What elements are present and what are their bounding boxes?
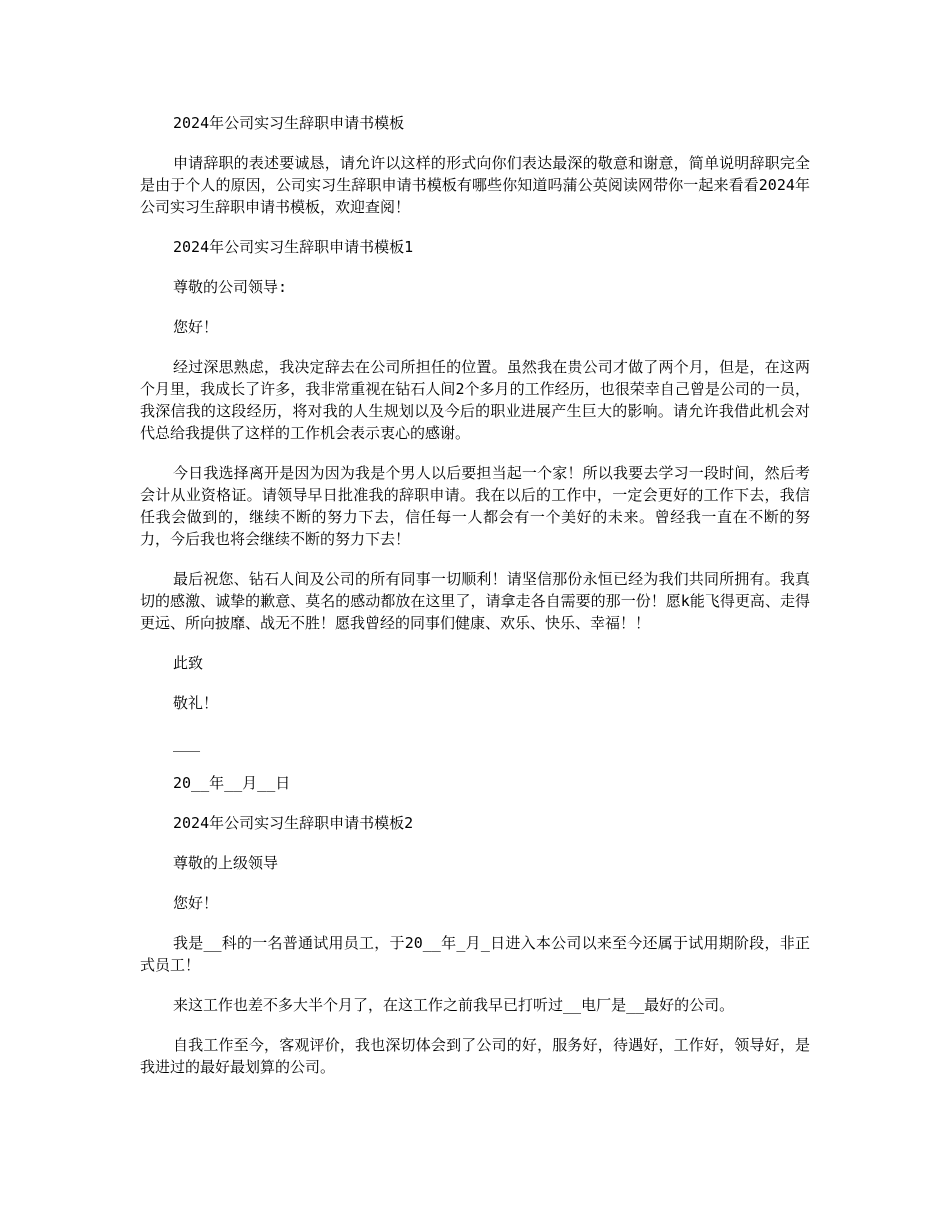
intro-paragraph: 申请辞职的表述要诚恳，请允许以这样的形式向你们表达最深的敬意和谢意，简单说明辞职完全是由于个人的原因，公司实习生辞职申请书模板有哪些你知道吗蒲公英阅读网带你一起来看看2024年公司实习生辞职申请书模板，欢迎查阅！ xyxy=(140,154,810,216)
template2-paragraph-3: 自我工作至今，客观评价，我也深切体会到了公司的好，服务好，待遇好，工作好，领导好，是我进过的最好最划算的公司。 xyxy=(140,1036,810,1076)
document-page xyxy=(140,112,810,1096)
template2-greeting: 您好！ xyxy=(173,894,219,912)
document-title: 2024年公司实习生辞职申请书模板 xyxy=(173,114,405,132)
template1-heading: 2024年公司实习生辞职申请书模板1 xyxy=(173,238,414,256)
template1-greeting: 您好！ xyxy=(173,318,219,336)
template1-salutation: 尊敬的公司领导: xyxy=(173,278,288,296)
template1-closing-1: 此致 xyxy=(173,654,204,672)
template1-paragraph-2: 今日我选择离开是因为因为我是个男人以后要担当起一个家！所以我要去学习一段时间，然后考会计从业资格证。请领导早日批准我的辞职申请。我在以后的工作中，一定会更好的工作下去，我信任我会做到的，继续不断的努力下去，信任每一人都会有一个美好的未来。曾经我一直在不断的努力，今后我也将会继续不断的努力下去！ xyxy=(140,464,810,548)
template2-salutation: 尊敬的上级领导 xyxy=(173,854,279,872)
template2-paragraph-2: 来这工作也差不多大半个月了，在这工作之前我早已打听过__电厂是__最好的公司。 xyxy=(173,996,735,1014)
template1-signature-line: ___ xyxy=(173,734,201,752)
template1-paragraph-3: 最后祝您、钻石人间及公司的所有同事一切顺利！请坚信那份永恒已经为我们共同所拥有。我真切的感激、诚挚的歉意、莫名的感动都放在这里了，请拿走各自需要的那一份！愿k能飞得更高、走得更远、所向披靡、战无不胜！愿我曾经的同事们健康、欢乐、快乐、幸福！！ xyxy=(140,570,810,632)
template1-paragraph-1: 经过深思熟虑，我决定辞去在公司所担任的位置。虽然我在贵公司才做了两个月，但是，在这两个月里，我成长了许多，我非常重视在钻石人间2个多月的工作经历，也很荣幸自己曾是公司的一员，我深信我的这段经历，将对我的人生规划以及今后的职业进展产生巨大的影响。请允许我借此机会对代总给我提供了这样的工作机会表示衷心的感谢。 xyxy=(140,358,810,442)
template2-heading: 2024年公司实习生辞职申请书模板2 xyxy=(173,814,414,832)
template1-closing-2: 敬礼！ xyxy=(173,694,219,712)
template2-paragraph-1: 我是__科的一名普通试用员工，于20__年_月_日进入本公司以来至今还属于试用期阶段，非正式员工！ xyxy=(140,934,810,974)
template1-date: 20__年__月__日 xyxy=(173,774,291,792)
